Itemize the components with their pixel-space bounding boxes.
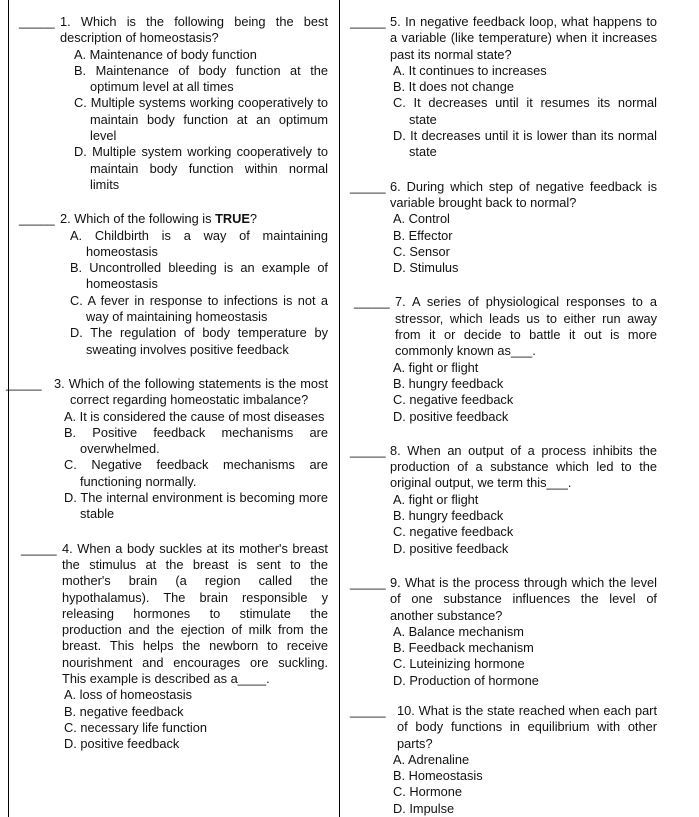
answer-blank[interactable]: _____ bbox=[19, 14, 55, 29]
question-10 bbox=[345, 703, 657, 817]
option-c: C. Multiple systems working cooperatively to maintain body function at an optimum level bbox=[74, 95, 328, 144]
question-7 bbox=[345, 294, 657, 424]
option-c: C. negative feedback bbox=[393, 392, 514, 408]
option-b: B. Positive feedback mechanisms are overwhelmed. bbox=[64, 424, 328, 457]
option-a: A. Control bbox=[393, 211, 450, 227]
answer-blank[interactable]: _____ bbox=[350, 442, 386, 458]
question-stem: 8. When an output of a process inhibits the production of a substance which led to the original output, we term this___. bbox=[390, 442, 657, 491]
option-c: C. necessary life function bbox=[64, 719, 207, 735]
question-stem: 4. When a body suckles at its mother's breast the stimulus at the breast is sent to the mother's brain (a region called the hypothalamus). The brain responsible y releasing hormones to stimulate the production and the ejection of milk from the breast. This helps the newborn to receive nourishment and encourages ore suckling. This example is described as a____. bbox=[62, 540, 328, 686]
option-b: B. hungry feedback bbox=[393, 375, 504, 391]
left-border-line bbox=[8, 0, 9, 817]
question-stem: 7. A series of physiological responses to a stressor, which leads us to either run away from it or decide to battle it out is more commonly known as___. bbox=[395, 294, 657, 359]
option-c: C. Hormone bbox=[393, 784, 462, 800]
option-d: D. positive feedback bbox=[393, 540, 509, 556]
option-a: A. fight or flight bbox=[393, 359, 479, 375]
answer-blank[interactable]: _____ bbox=[21, 540, 57, 556]
question-2 bbox=[19, 211, 328, 358]
question-4 bbox=[21, 540, 328, 753]
question-stem: 6. During which step of negative feedback is variable brought back to normal? bbox=[390, 178, 657, 210]
answer-blank[interactable]: _____ bbox=[6, 375, 42, 391]
question-stem: 3. Which of the following statements is the most correct regarding homeostatic imbalance? bbox=[54, 375, 328, 408]
option-d: D. The regulation of body temperature by sweating involves positive feedback bbox=[70, 325, 328, 357]
right-column bbox=[345, 14, 657, 817]
question-3 bbox=[6, 375, 328, 523]
question-stem: 1. Which is the following being the best description of homeostasis? bbox=[60, 14, 328, 46]
option-a: A. Balance mechanism bbox=[393, 623, 524, 639]
option-b: B. Maintenance of body function at the optimum level at all times bbox=[74, 62, 328, 95]
option-a: A. Maintenance of body function bbox=[74, 46, 257, 62]
answer-blank[interactable]: _____ bbox=[350, 178, 386, 194]
question-stem: 9. What is the process through which the level of one substance influences the level of another substance? bbox=[390, 574, 657, 623]
question-stem: 10. What is the state reached when each part of body functions in equilibrium with other parts? bbox=[397, 702, 657, 751]
option-c: C. Sensor bbox=[393, 243, 450, 259]
option-d: D. positive feedback bbox=[64, 736, 180, 752]
column-divider-line bbox=[339, 0, 340, 817]
question-6 bbox=[345, 179, 657, 277]
question-1 bbox=[19, 14, 328, 193]
question-5 bbox=[345, 14, 657, 161]
option-b: B. Effector bbox=[393, 227, 453, 243]
option-d: D. Impulse bbox=[393, 800, 455, 816]
option-c: C. negative feedback bbox=[393, 524, 514, 540]
question-8 bbox=[345, 443, 657, 557]
option-a: A. It continues to increases bbox=[393, 62, 547, 78]
option-c: C. Negative feedback mechanisms are functioning normally. bbox=[64, 457, 328, 489]
emphasis-true: TRUE bbox=[215, 211, 250, 227]
option-d: D. It decreases until it is lower than its normal state bbox=[393, 128, 657, 160]
option-c: C. Luteinizing hormone bbox=[393, 656, 525, 672]
question-9 bbox=[345, 575, 657, 689]
option-b: B. It does not change bbox=[393, 79, 514, 95]
option-c: C. It decreases until it resumes its normal state bbox=[393, 95, 657, 127]
left-column bbox=[6, 14, 328, 752]
option-b: B. negative feedback bbox=[64, 703, 184, 719]
option-a: A. fight or flight bbox=[393, 491, 479, 507]
answer-blank[interactable]: _____ bbox=[350, 574, 386, 590]
option-d: D. Multiple system working cooperatively to maintain body function within normal limits bbox=[74, 144, 328, 192]
option-a: A. It is considered the cause of most diseases bbox=[64, 408, 325, 424]
option-d: D. positive feedback bbox=[393, 408, 509, 424]
answer-blank[interactable]: _____ bbox=[350, 14, 386, 29]
option-a: A. Childbirth is a way of maintaining homeostasis bbox=[70, 227, 328, 259]
answer-blank[interactable]: _____ bbox=[19, 211, 55, 227]
question-stem: 2. Which of the following is TRUE? bbox=[60, 211, 258, 227]
option-d: D. Production of hormone bbox=[393, 672, 539, 688]
question-stem: 5. In negative feedback loop, what happens to a variable (like temperature) when it increases past its normal state? bbox=[390, 14, 657, 62]
option-d: D. The internal environment is becoming more stable bbox=[64, 490, 328, 522]
option-b: B. Feedback mechanism bbox=[393, 640, 534, 656]
answer-blank[interactable]: _____ bbox=[354, 294, 390, 310]
option-b: B. Homeostasis bbox=[393, 768, 483, 784]
option-c: C. A fever in response to infections is not a way of maintaining homeostasis bbox=[70, 292, 328, 325]
answer-blank[interactable]: _____ bbox=[350, 702, 386, 718]
option-a: A. loss of homeostasis bbox=[64, 687, 193, 703]
option-b: B. hungry feedback bbox=[393, 508, 504, 524]
option-a: A. Adrenaline bbox=[393, 751, 470, 767]
option-b: B. Uncontrolled bleeding is an example of homeostasis bbox=[70, 260, 328, 292]
option-d: D. Stimulus bbox=[393, 260, 459, 276]
